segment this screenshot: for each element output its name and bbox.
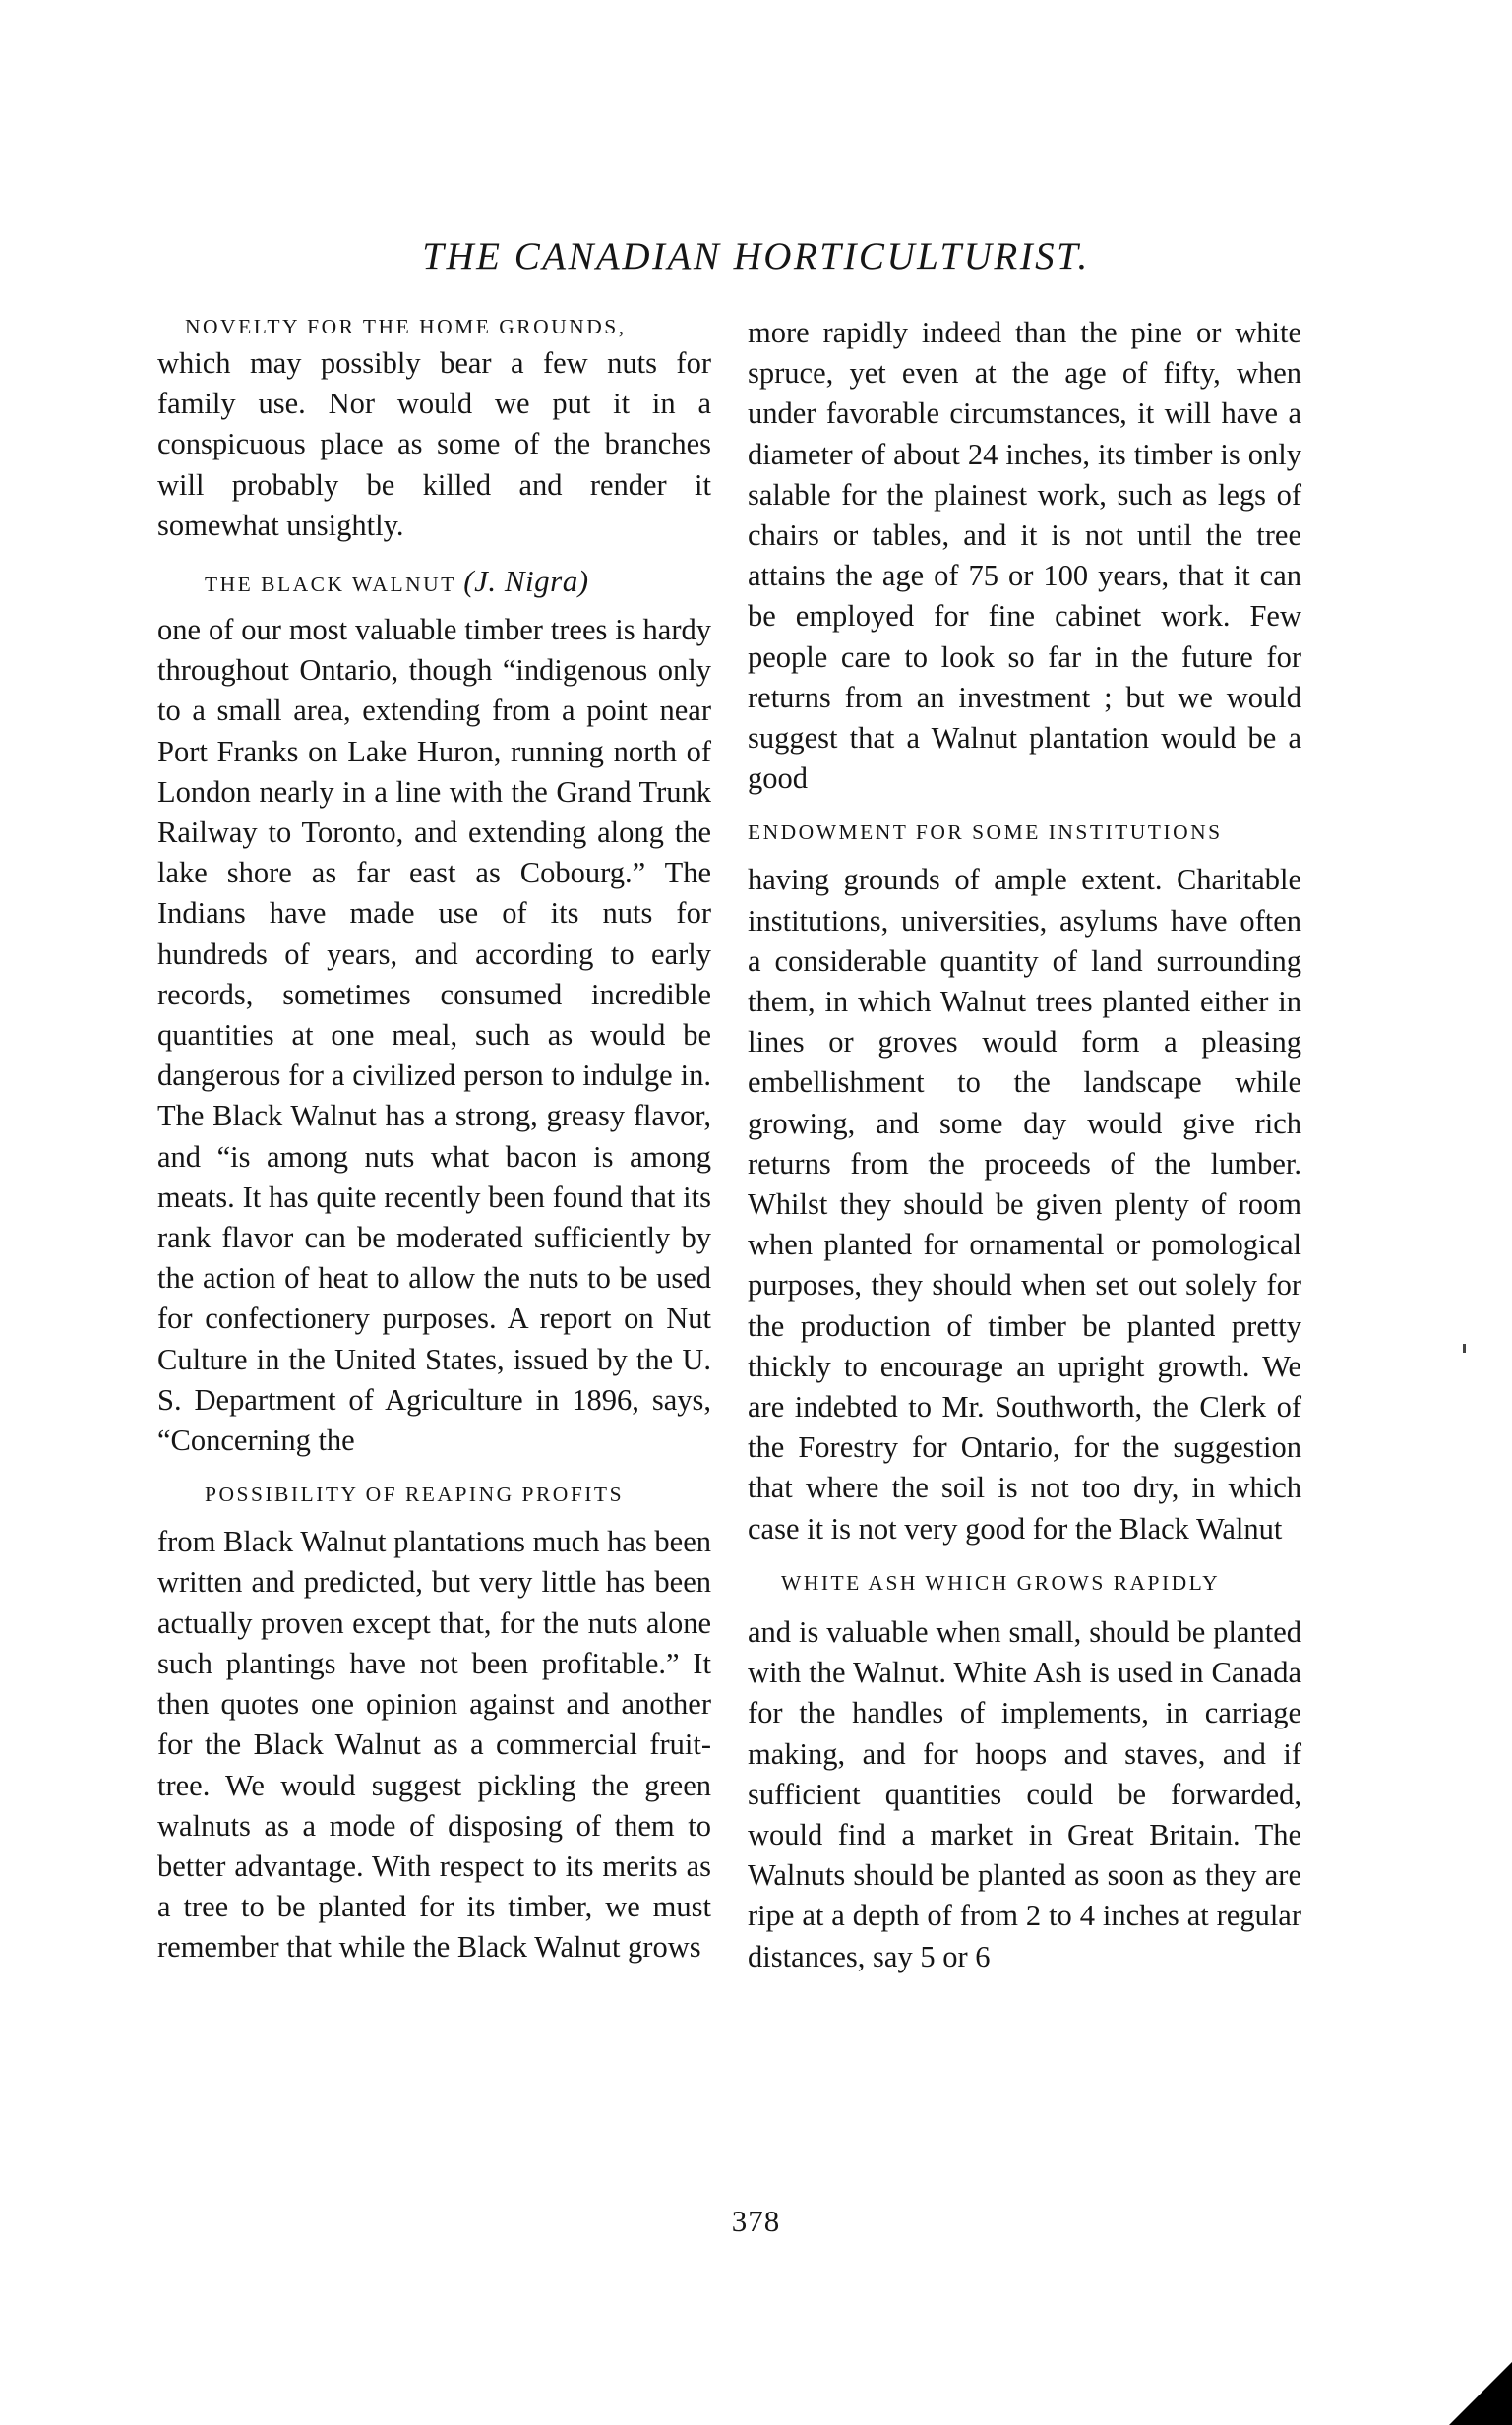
- subheading-white-ash: WHITE ASH WHICH GROWS RAPIDLY: [781, 1570, 1221, 1595]
- right-column: [748, 313, 1301, 1977]
- subheading-black-walnut-text: THE BLACK WALNUT: [205, 573, 456, 597]
- paragraph-growth: more rapidly indeed than the pine or white spruce, yet even at the age of fifty, when under favorable circumstances, it will have a diameter of about 24 inches, its timber is only salable for the plainest work, such as legs of chairs or tables, and it is not until the tree attains the age of 75 or 100 years, that it can be employed for fine cabinet work. Few people care to look so far in the future for returns from an investment ; but we would suggest that a Walnut plantation would be a good: [748, 316, 1301, 796]
- paragraph-novelty: which may possibly bear a few nuts for family use. Nor would we put it in a conspicuous place as some of the branches will probably be killed and render it somewhat unsightly.: [157, 346, 711, 542]
- running-title: THE CANADIAN HORTICULTURIST.: [422, 235, 1090, 277]
- paragraph-black-walnut: one of our most valuable timber trees is hardy throughout Ontario, though “indigenous only to a small area, extending from a point near Port Franks on Lake Huron, running north of London nearly in a line with the Grand Trunk Railway to Toronto, and extending along the lake shore as far east as Cobourg.” The Indians have made use of its nuts for hundreds of years, and according to early records, sometimes consumed incredible quantities at one meal, such as would be dangerous for a civilized person to indulge in. The Black Walnut has a strong, greasy flavor, and “is among nuts what bacon is among meats. It has quite recently been found that its rank flavor can be moderated sufficiently by the action of heat to allow the nuts to be used for confectionery purposes. A report on Nut Culture in the United States, issued by the U. S. Department of Agriculture in 1896, says, “Concerning the: [157, 613, 711, 1458]
- paragraph-white-ash: and is valuable when small, should be planted with the Walnut. White Ash is used in Canada for the handles of implements, in carriage making, and for hoops and staves, and if sufficient quantities could be forwarded, would find a market in Great Britain. The Walnuts should be planted as soon as they are ripe at a depth of from 2 to 4 inches at regular distances, say 5 or 6: [748, 1614, 1301, 1973]
- subheading-black-walnut: [157, 564, 711, 599]
- paragraph-endowment: having grounds of ample extent. Charitable institutions, universities, asylums have often a considerable quantity of land surrounding them, in which Walnut trees planted either in lines or groves would form a pleasing embellishment to the landscape while growing, and some day would give rich returns from the proceeds of the lumber. Whilst they should be given plenty of room when planted for ornamental or pomological purposes, they should when set out solely for the production of timber be planted pretty thickly to encourage an upright growth. We are indebted to Mr. Southworth, the Clerk of the Forestry for Ontario, for the suggestion that where the soil is not too dry, in which case it is not very good for the Black Walnut: [748, 863, 1301, 1546]
- subheading-novelty: NOVELTY FOR THE HOME GROUNDS,: [185, 315, 627, 338]
- left-column: [157, 313, 711, 1969]
- subheading-latin-name: (J. Nigra): [463, 564, 589, 599]
- corner-fold-mark: [1449, 2362, 1512, 2425]
- subheading-possibility: POSSIBILITY OF REAPING PROFITS: [205, 1483, 625, 1507]
- page-number: 378: [731, 2204, 781, 2238]
- scan-speck: [1463, 1344, 1466, 1353]
- paragraph-possibility: from Black Walnut plantations much has been written and predicted, but very little has been actually proven except that, for the nuts alone such plantings have not been profitable.” It then quotes one opinion against and another for the Black Walnut as a commercial fruit-tree. We would suggest pickling the green walnuts as a mode of disposing of them to better advantage. With respect to its merits as a tree to be planted for its timber, we must remember that while the Black Walnut grows: [157, 1525, 711, 1965]
- subheading-endowment: ENDOWMENT FOR SOME INSTITUTIONS: [748, 820, 1223, 845]
